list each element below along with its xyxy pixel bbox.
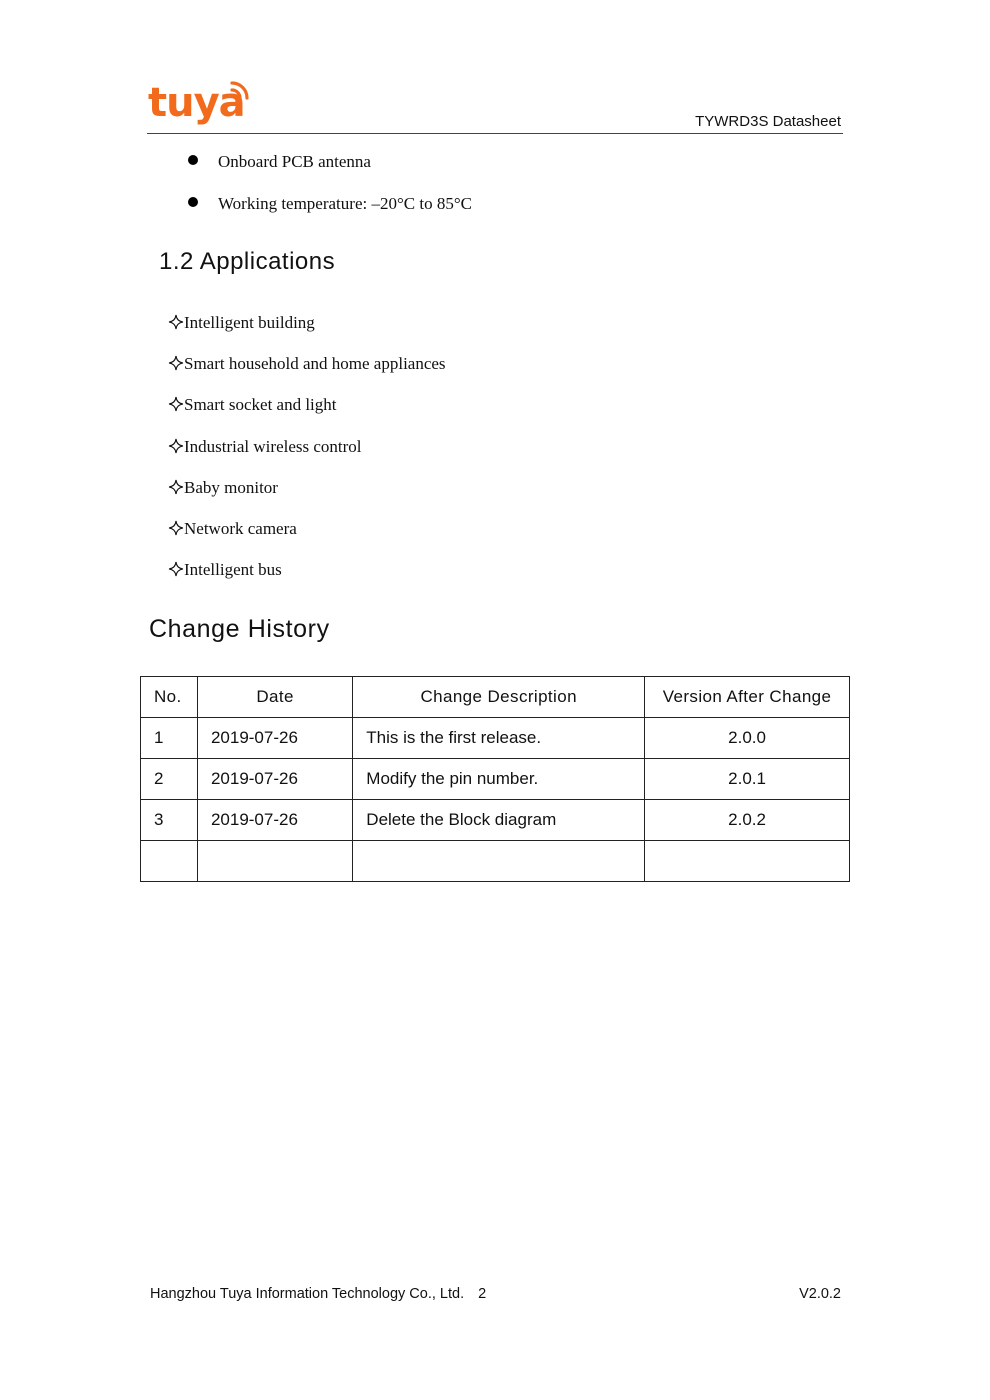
four-point-star-icon	[168, 479, 184, 495]
footer-version: V2.0.2	[799, 1286, 841, 1302]
cell-version: 2.0.2	[645, 800, 850, 841]
cell-description: Modify the pin number.	[353, 759, 645, 800]
company-name: Hangzhou Tuya Information Technology Co., Ltd.	[150, 1286, 465, 1302]
cell-description: This is the first release.	[353, 718, 645, 759]
application-label: Industrial wireless control	[184, 437, 362, 456]
application-label: Smart household and home appliances	[184, 354, 446, 373]
table-row-empty	[141, 841, 850, 882]
four-point-star-icon	[168, 438, 184, 454]
page-number: 2	[478, 1286, 487, 1302]
application-label: Intelligent bus	[184, 560, 282, 579]
table-row	[141, 718, 850, 759]
table-header-row	[141, 677, 850, 718]
cell-no	[141, 841, 198, 882]
svg-text:tuya: tuya	[148, 80, 245, 126]
feature-label: Onboard PCB antenna	[218, 152, 371, 171]
header-divider	[147, 133, 843, 134]
column-header-date: Date	[197, 677, 352, 718]
bullet-icon	[188, 155, 198, 165]
application-item	[168, 478, 278, 498]
cell-date: 2019-07-26	[197, 759, 352, 800]
four-point-star-icon	[168, 314, 184, 330]
cell-version	[645, 841, 850, 882]
application-item	[168, 560, 282, 580]
cell-version: 2.0.0	[645, 718, 850, 759]
cell-description	[353, 841, 645, 882]
footer-company	[150, 1286, 486, 1302]
application-label: Network camera	[184, 519, 297, 538]
tuya-logo-icon	[148, 78, 258, 132]
application-item	[168, 354, 446, 374]
application-item	[168, 437, 362, 457]
document-title: TYWRD3S Datasheet	[695, 113, 841, 130]
column-header-description: Change Description	[353, 677, 645, 718]
cell-no: 1	[141, 718, 198, 759]
change-history-table	[140, 676, 850, 882]
feature-item	[188, 194, 472, 214]
cell-version: 2.0.1	[645, 759, 850, 800]
bullet-icon	[188, 197, 198, 207]
table-row	[141, 800, 850, 841]
four-point-star-icon	[168, 396, 184, 412]
table-row	[141, 759, 850, 800]
cell-no: 3	[141, 800, 198, 841]
four-point-star-icon	[168, 520, 184, 536]
applications-heading: 1.2 Applications	[159, 248, 336, 275]
cell-no: 2	[141, 759, 198, 800]
application-item	[168, 313, 315, 333]
cell-date	[197, 841, 352, 882]
four-point-star-icon	[168, 355, 184, 371]
application-item	[168, 519, 297, 539]
cell-date: 2019-07-26	[197, 718, 352, 759]
application-label: Smart socket and light	[184, 395, 337, 414]
column-header-no: No.	[141, 677, 198, 718]
application-label: Baby monitor	[184, 478, 278, 497]
four-point-star-icon	[168, 561, 184, 577]
application-label: Intelligent building	[184, 313, 315, 332]
column-header-version: Version After Change	[645, 677, 850, 718]
change-history-heading: Change History	[149, 615, 330, 643]
application-item	[168, 395, 337, 415]
cell-date: 2019-07-26	[197, 800, 352, 841]
feature-label: Working temperature: –20°C to 85°C	[218, 194, 472, 213]
feature-item	[188, 152, 371, 172]
tuya-logo	[148, 78, 258, 132]
cell-description: Delete the Block diagram	[353, 800, 645, 841]
